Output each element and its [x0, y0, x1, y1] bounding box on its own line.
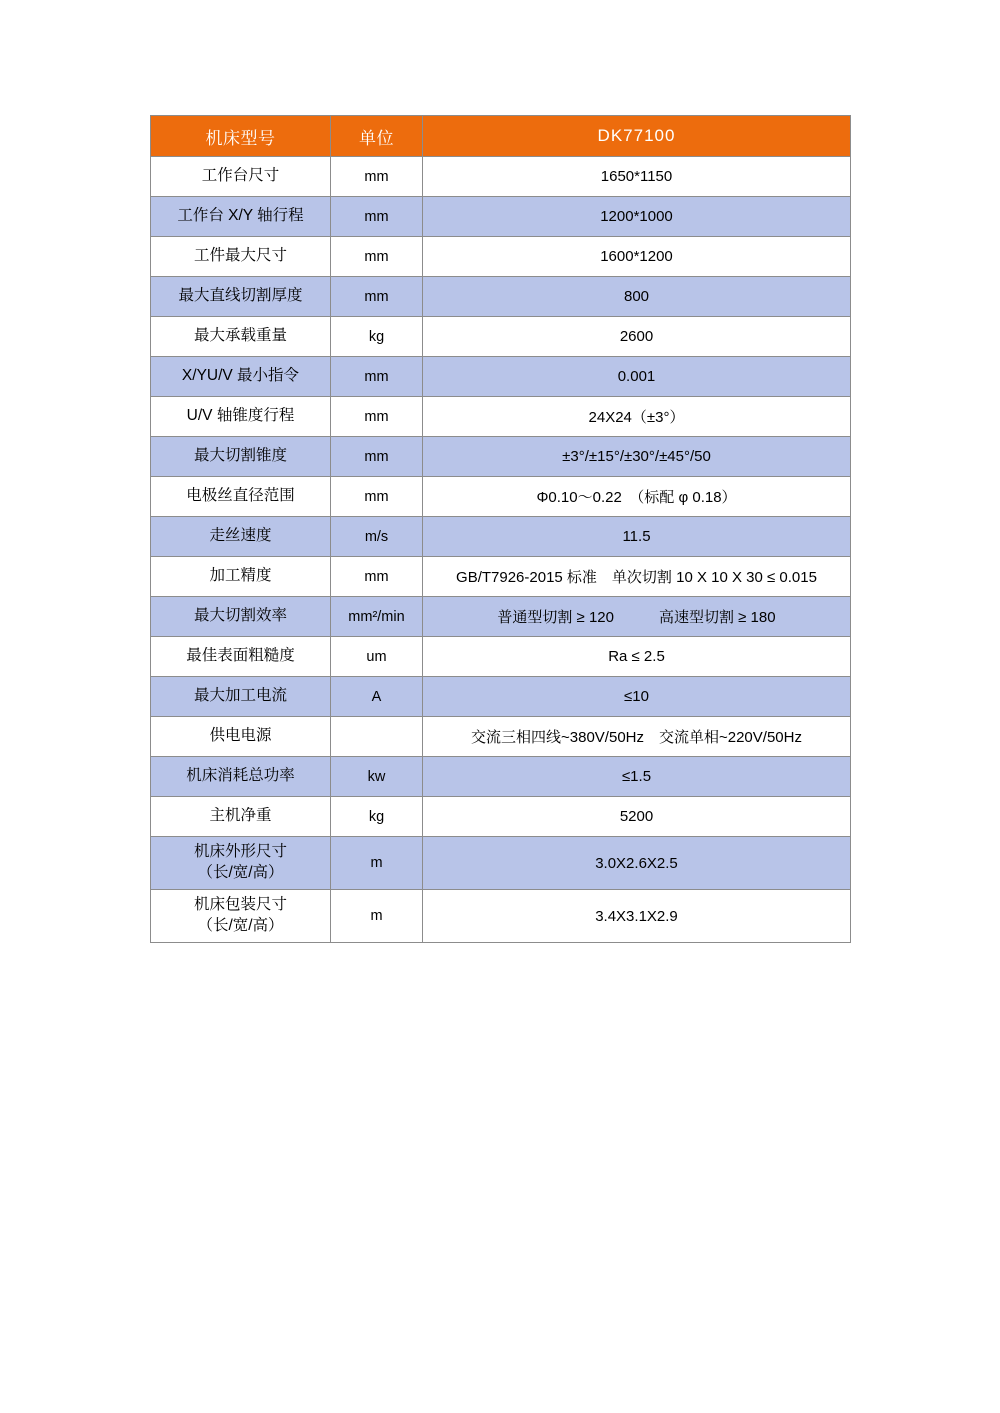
row-label-line1: 机床包装尺寸: [193, 896, 287, 914]
row-label: [151, 890, 331, 943]
table-row: [151, 757, 851, 797]
row-value: ≤1.5: [423, 757, 851, 797]
row-value: 2600: [423, 317, 851, 357]
row-label: 走丝速度: [151, 517, 331, 557]
row-value: 1200*1000: [423, 197, 851, 237]
table-row: [151, 517, 851, 557]
row-unit: mm: [331, 197, 423, 237]
row-value: 3.4X3.1X2.9: [423, 890, 851, 943]
table-row: [151, 317, 851, 357]
row-label: 主机净重: [151, 797, 331, 837]
spec-table-container: [150, 115, 850, 943]
table-row: [151, 677, 851, 717]
row-value: ≤10: [423, 677, 851, 717]
row-unit: mm: [331, 437, 423, 477]
row-unit: um: [331, 637, 423, 677]
row-unit: mm: [331, 357, 423, 397]
row-unit: mm: [331, 237, 423, 277]
row-value: 3.0X2.6X2.5: [423, 837, 851, 890]
table-row: [151, 837, 851, 890]
machine-specification-table: [150, 115, 851, 943]
row-value: 24X24（±3°）: [423, 397, 851, 437]
table-row: [151, 437, 851, 477]
header-cell-value: DK77100: [423, 116, 851, 157]
row-unit: kg: [331, 317, 423, 357]
table-row: [151, 197, 851, 237]
row-unit: mm²/min: [331, 597, 423, 637]
table-row: [151, 797, 851, 837]
table-row: [151, 277, 851, 317]
row-unit: m: [331, 890, 423, 943]
table-body: [151, 157, 851, 943]
row-label: U/V 轴锥度行程: [151, 397, 331, 437]
header-cell-model: 机床型号: [151, 116, 331, 157]
row-label: X/YU/V 最小指令: [151, 357, 331, 397]
row-label-line1: 机床外形尺寸: [193, 843, 287, 861]
header-cell-unit: 单位: [331, 116, 423, 157]
row-unit: A: [331, 677, 423, 717]
row-unit: mm: [331, 397, 423, 437]
row-label-line2: （长/宽/高）: [197, 864, 284, 881]
table-row: [151, 597, 851, 637]
row-unit: kg: [331, 797, 423, 837]
row-value: Ra ≤ 2.5: [423, 637, 851, 677]
row-value: 普通型切割 ≥ 120 高速型切割 ≥ 180: [423, 597, 851, 637]
row-label: 最大承载重量: [151, 317, 331, 357]
row-value: Φ0.10～0.22 （标配 φ 0.18）: [423, 477, 851, 517]
row-unit: m/s: [331, 517, 423, 557]
row-label: 工作台尺寸: [151, 157, 331, 197]
row-label: 最大切割锥度: [151, 437, 331, 477]
table-row: [151, 397, 851, 437]
row-unit: mm: [331, 477, 423, 517]
row-label: [151, 837, 331, 890]
row-unit: mm: [331, 557, 423, 597]
row-label: 最佳表面粗糙度: [151, 637, 331, 677]
row-label: 工件最大尺寸: [151, 237, 331, 277]
row-unit: [331, 717, 423, 757]
row-value: ±3°/±15°/±30°/±45°/50: [423, 437, 851, 477]
row-unit: mm: [331, 157, 423, 197]
row-value: GB/T7926-2015 标准 单次切割 10 X 10 X 30 ≤ 0.015: [423, 557, 851, 597]
row-label: 电极丝直径范围: [151, 477, 331, 517]
row-label: 加工精度: [151, 557, 331, 597]
row-label: 最大加工电流: [151, 677, 331, 717]
table-header-row: [151, 116, 851, 157]
row-value: 交流三相四线~380V/50Hz 交流单相~220V/50Hz: [423, 717, 851, 757]
row-unit: mm: [331, 277, 423, 317]
row-unit: kw: [331, 757, 423, 797]
table-row: [151, 237, 851, 277]
table-row: [151, 717, 851, 757]
row-value: 1650*1150: [423, 157, 851, 197]
row-value: 0.001: [423, 357, 851, 397]
table-row: [151, 890, 851, 943]
row-label: 机床消耗总功率: [151, 757, 331, 797]
row-label-line2: （长/宽/高）: [197, 917, 284, 934]
row-unit: m: [331, 837, 423, 890]
table-header: [151, 116, 851, 157]
table-row: [151, 157, 851, 197]
row-label: 工作台 X/Y 轴行程: [151, 197, 331, 237]
row-value: 11.5: [423, 517, 851, 557]
row-label: 最大直线切割厚度: [151, 277, 331, 317]
row-value: 5200: [423, 797, 851, 837]
row-label: 最大切割效率: [151, 597, 331, 637]
row-label: 供电电源: [151, 717, 331, 757]
table-row: [151, 637, 851, 677]
table-row: [151, 477, 851, 517]
row-value: 800: [423, 277, 851, 317]
row-value: 1600*1200: [423, 237, 851, 277]
table-row: [151, 557, 851, 597]
table-row: [151, 357, 851, 397]
